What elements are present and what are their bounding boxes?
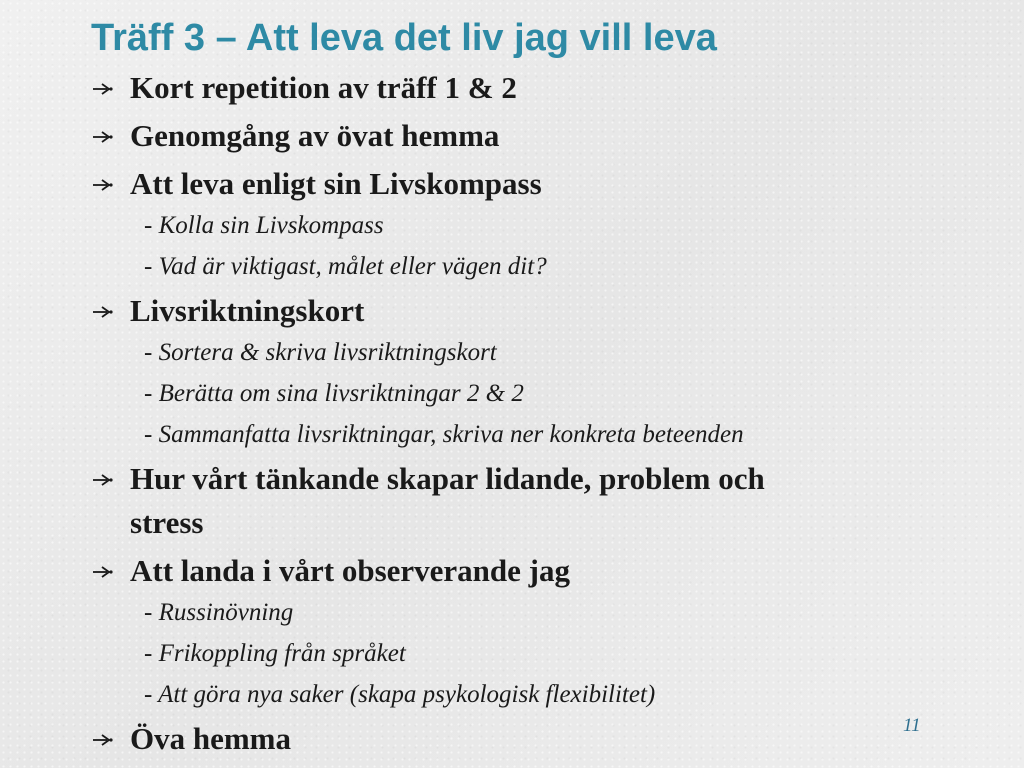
bullet-text: Att landa i vårt observerande jag: [130, 553, 570, 588]
arrow-bullet-icon: [91, 178, 113, 192]
sub-item: - Sortera & skriva livsriktningskort: [144, 339, 497, 366]
arrow-bullet-icon: [91, 473, 113, 487]
sub-item: - Frikoppling från språket: [144, 640, 406, 667]
sub-item: - Berätta om sina livsriktningar 2 & 2: [144, 380, 524, 407]
bullet-text: Kort repetition av träff 1 & 2: [130, 70, 517, 105]
sub-item: - Kolla sin Livskompass: [144, 212, 384, 239]
page-number: 11: [903, 715, 921, 736]
arrow-bullet-icon: [91, 733, 113, 747]
arrow-bullet-icon: [91, 565, 113, 579]
bullet-text: Livsriktningskort: [130, 293, 365, 328]
arrow-bullet-icon: [91, 82, 113, 96]
sub-item: - Russinövning: [144, 599, 294, 626]
bullet-text: Genomgång av övat hemma: [130, 118, 500, 153]
bullet-text: Hur vårt tänkande skapar lidande, problem och: [130, 461, 765, 496]
sub-item: - Att göra nya saker (skapa psykologisk flexibilitet): [144, 681, 656, 708]
bullet-text: Att leva enligt sin Livskompass: [130, 166, 542, 201]
arrow-bullet-icon: [91, 305, 113, 319]
slide-title: Träff 3 – Att leva det liv jag vill leva: [91, 17, 717, 59]
arrow-bullet-icon: [91, 130, 113, 144]
sub-item: - Vad är viktigast, målet eller vägen dit?: [144, 253, 547, 280]
bullet-text: Öva hemma: [130, 721, 292, 756]
sub-item: - Sammanfatta livsriktningar, skriva ner konkreta beteenden: [144, 421, 744, 448]
bullet-text-continued: stress: [130, 505, 204, 540]
